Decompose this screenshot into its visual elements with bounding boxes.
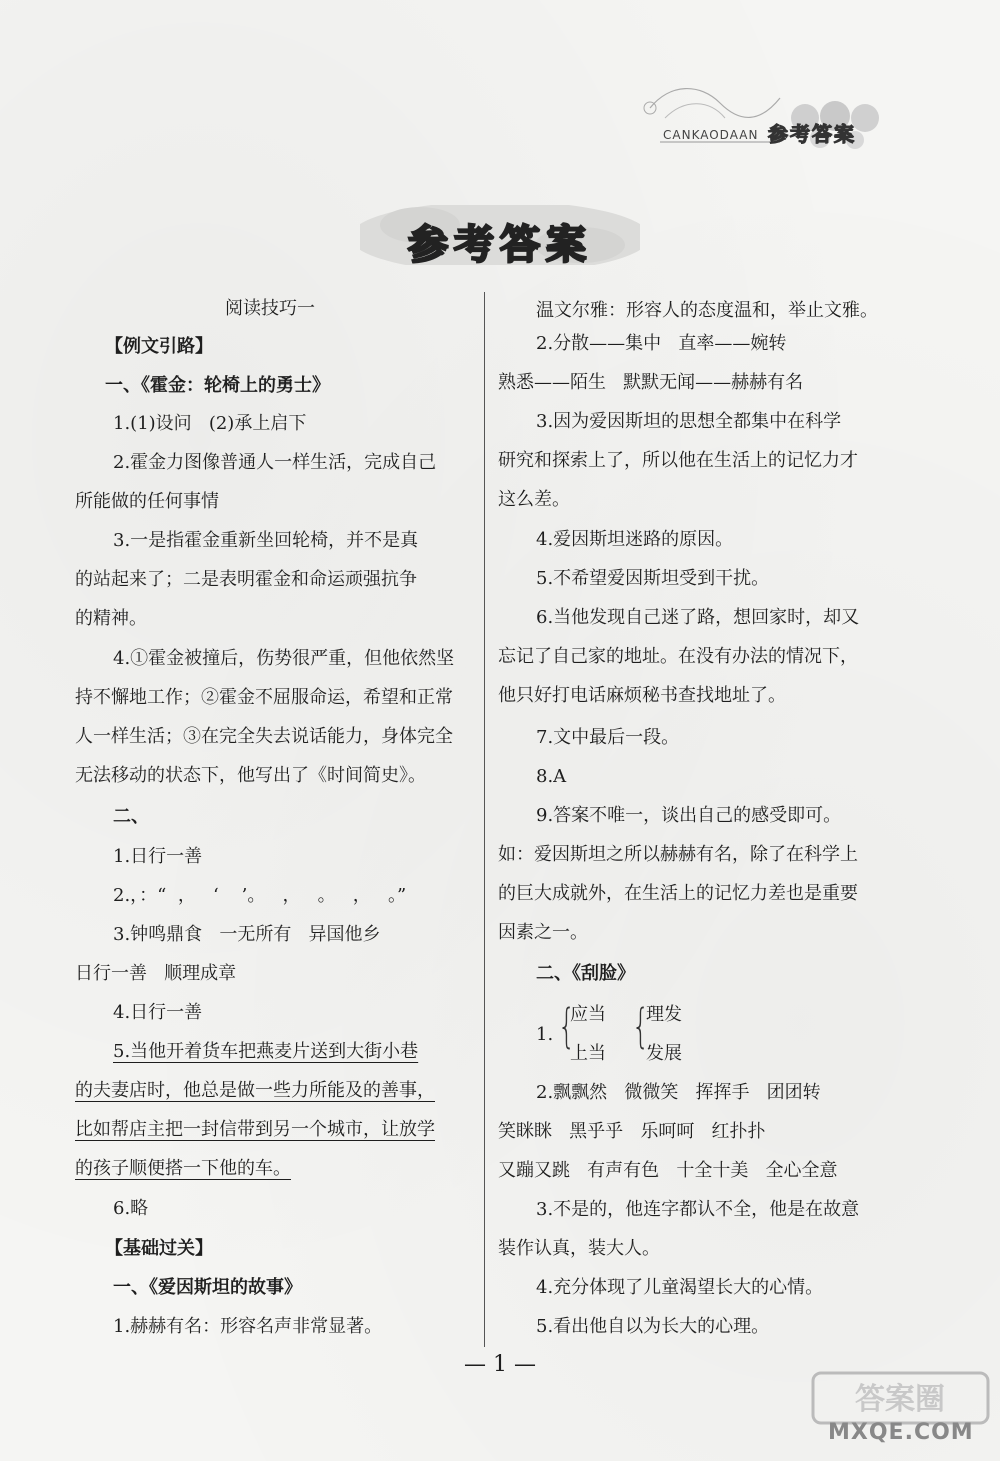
watermark-text: MXQE.COM <box>828 1420 974 1445</box>
answer-line: 他只好打电话麻烦秘书查找地址了。 <box>498 685 786 706</box>
column-divider <box>484 292 485 1347</box>
answer-line: 3.一是指霍金重新坐回轮椅，并不是真 <box>113 530 419 551</box>
answer-line: 的精神。 <box>75 608 147 629</box>
underlined-answer-line: 5.当他开着货车把燕麦片送到大街小巷 <box>113 1041 419 1062</box>
answer-line: 1.赫赫有名：形容名声非常显著。 <box>113 1316 383 1337</box>
right-brace-icon: { <box>631 999 650 1053</box>
answer-line: 又蹦又跳 有声有色 十全十美 全心全意 <box>498 1160 838 1181</box>
answer-line: 1.日行一善 <box>113 846 203 867</box>
answer-line: 5.看出他自以为长大的心理。 <box>536 1316 770 1337</box>
brace-right-top: 理发 <box>646 1004 682 1025</box>
answer-line: 1.(1)设问 (2)承上启下 <box>113 413 307 434</box>
item-heading: 一、《霍金：轮椅上的勇士》 <box>105 375 330 396</box>
section-heading: 阅读技巧一 <box>225 298 315 319</box>
answer-line: 4.日行一善 <box>113 1002 203 1023</box>
item-heading: 一、《爱因斯坦的故事》 <box>113 1277 302 1298</box>
answer-line: 3.钟鸣鼎食 一无所有 异国他乡 <box>113 924 381 945</box>
answer-line: 熟悉——陌生 默默无闻——赫赫有名 <box>498 372 804 393</box>
answer-line: 4.充分体现了儿童渴望长大的心情。 <box>536 1277 824 1298</box>
answer-line: 这么差。 <box>498 489 570 510</box>
header-code: CANKAODAAN <box>663 128 759 142</box>
subsection-label: 【例文引路】 <box>105 336 213 357</box>
answer-line: 日行一善 顺理成章 <box>75 963 237 984</box>
answer-line: 4.爱因斯坦迷路的原因。 <box>536 529 734 550</box>
answer-line: 装作认真，装大人。 <box>498 1238 660 1259</box>
underlined-answer-line: 的夫妻店时，他总是做一些力所能及的善事， <box>75 1080 435 1101</box>
answer-line: 4.①霍金被撞后，伤势很严重，但他依然坚 <box>113 648 455 669</box>
answer-line: 忘记了自己家的地址。在没有办法的情况下， <box>498 646 858 667</box>
watermark-label: 答案圈 <box>855 1382 945 1417</box>
answer-line: 2.飘飘然 微微笑 挥挥手 团团转 <box>536 1082 821 1103</box>
answer-line: 笑眯眯 黑乎乎 乐呵呵 红扑扑 <box>498 1121 766 1142</box>
answer-line: 温文尔雅：形容人的态度温和，举止文雅。 <box>536 300 878 321</box>
answer-line: 2.霍金力图像普通人一样生活，完成自己 <box>113 452 437 473</box>
answer-line: 6.当他发现自己迷了路，想回家时，却又 <box>536 607 860 628</box>
brace-number: 1. <box>536 1024 554 1045</box>
page-title-block <box>360 205 640 268</box>
page-number: — 1 — <box>464 1352 536 1377</box>
subsection-label: 【基础过关】 <box>105 1238 213 1259</box>
underlined-answer-line: 比如帮店主把一封信带到另一个城市，让放学 <box>75 1119 435 1140</box>
item-heading: 二、《刮脸》 <box>536 963 635 984</box>
answer-line: 因素之一。 <box>498 922 588 943</box>
left-brace-icon: { <box>557 999 576 1053</box>
item-heading: 二、 <box>113 806 149 827</box>
brace-left-top: 应当 <box>570 1004 606 1025</box>
answer-line: 的巨大成就外，在生活上的记忆力差也是重要 <box>498 883 858 904</box>
answer-line: 8.A <box>536 766 567 787</box>
page-title: 参考答案 <box>408 222 592 268</box>
brace-left-bottom: 上当 <box>570 1043 606 1064</box>
header-ornament-icon <box>630 78 900 158</box>
answer-line: 5.不希望爱因斯坦受到干扰。 <box>536 568 770 589</box>
answer-line: 持不懈地工作；②霍金不屈服命运，希望和正常 <box>75 687 453 708</box>
answer-line: 2.，：“ ， ‘ ’。 ， 。 ， 。” <box>113 885 407 906</box>
answer-line: 9.答案不唯一，谈出自己的感受即可。 <box>536 805 842 826</box>
brace-right-bottom: 发展 <box>646 1043 682 1064</box>
answer-line: 无法移动的状态下，他写出了《时间简史》。 <box>75 765 426 786</box>
answer-line: 人一样生活；③在完全失去说话能力，身体完全 <box>75 726 453 747</box>
underlined-answer-line: 的孩子顺便搭一下他的车。 <box>75 1158 291 1179</box>
answer-line: 所能做的任何事情 <box>75 491 219 512</box>
answer-line: 如：爱因斯坦之所以赫赫有名，除了在科学上 <box>498 844 858 865</box>
answer-line: 3.不是的，他连字都认不全，他是在故意 <box>536 1199 860 1220</box>
answer-line: 的站起来了；二是表明霍金和命运顽强抗争 <box>75 569 417 590</box>
answer-line: 6.略 <box>113 1198 149 1219</box>
header-label: 参考答案 <box>768 122 856 146</box>
answer-line: 2.分散——集中 直率——婉转 <box>536 333 787 354</box>
answer-line: 3.因为爱因斯坦的思想全都集中在科学 <box>536 411 842 432</box>
answer-line: 7.文中最后一段。 <box>536 727 680 748</box>
answer-line: 研究和探索上了，所以他在生活上的记忆力才 <box>498 450 858 471</box>
